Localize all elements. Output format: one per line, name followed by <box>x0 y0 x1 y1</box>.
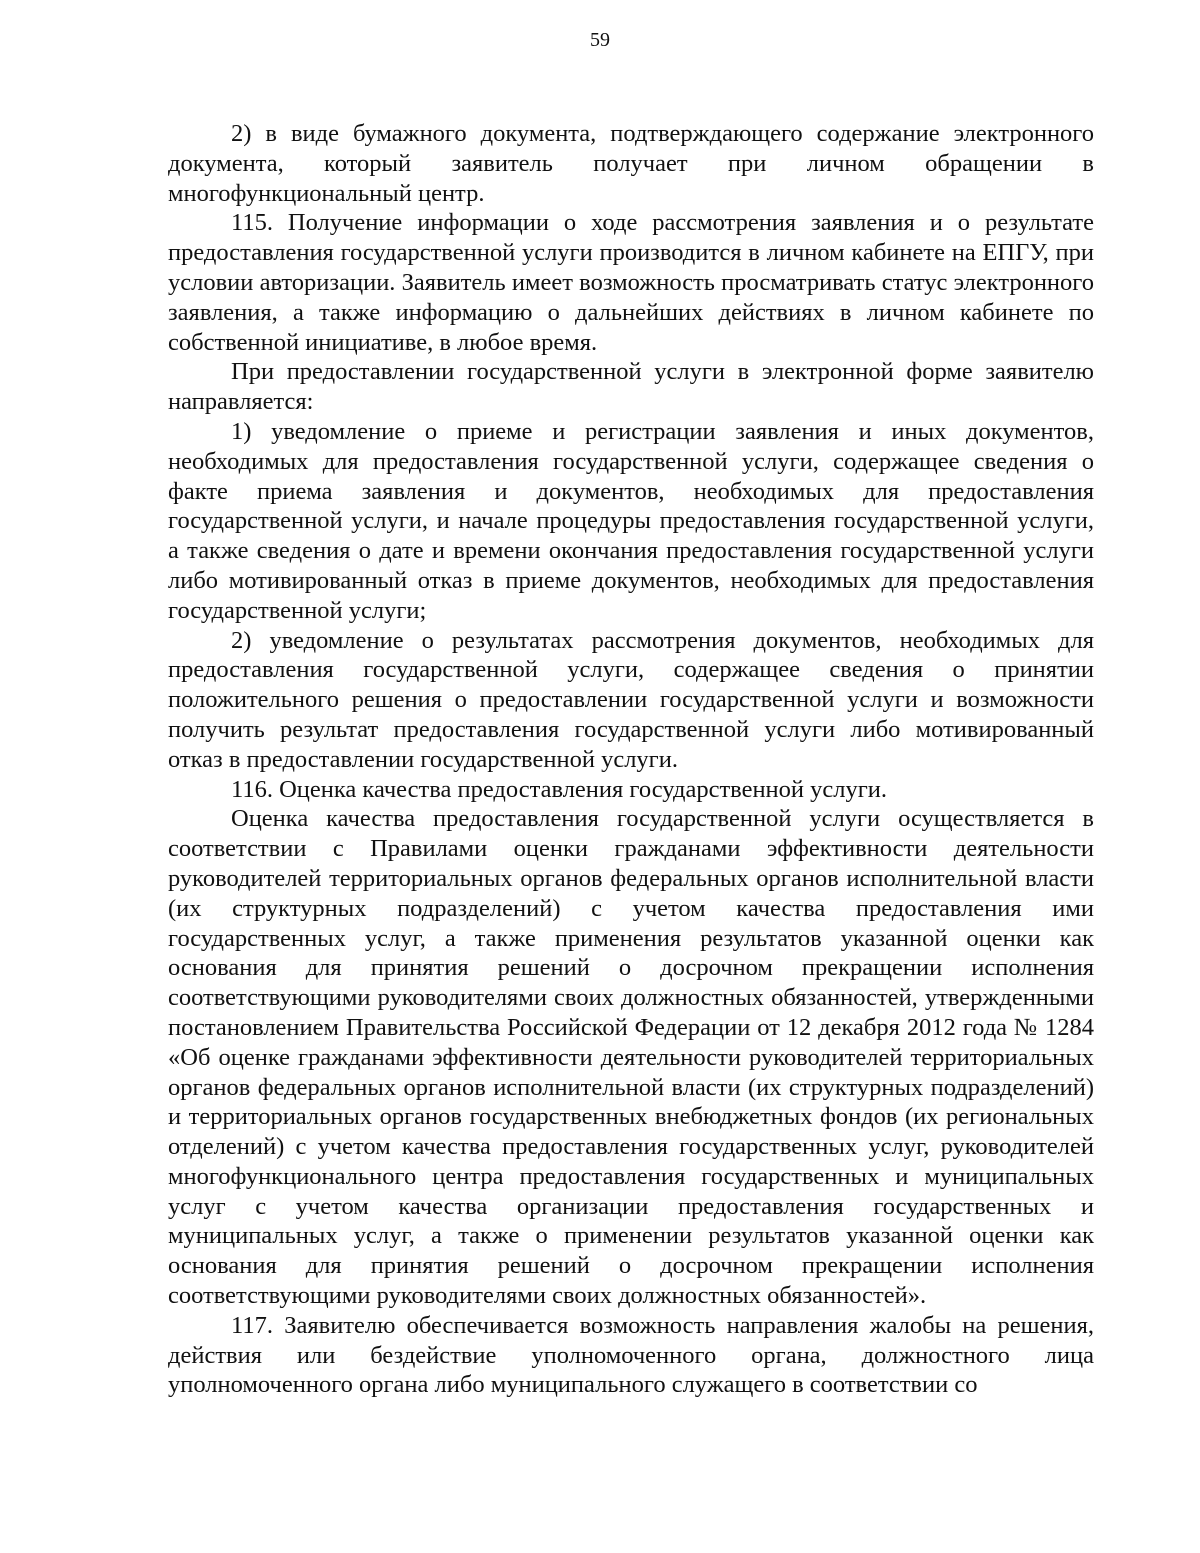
paragraph-quality-assessment: Оценка качества предоставления государственной услуги осуществляется в соответствии с Правилами оценки гражданами эффективности деятельности руководителей территориальных органов федеральных органов исполнительной власти (их структурных подразделений) с учетом качества предоставления ими государственных услуг, а также применения результатов указанной оценки как основания для принятия решений о досрочном прекращении исполнения соответствующими руководителями своих должностных обязанностей, утвержденными постановлением Правительства Российской Федерации от 12 декабря 2012 года № 1284 «Об оценке гражданами эффективности деятельности руководителей территориальных органов федеральных органов исполнительной власти (их структурных подразделений) и территориальных органов государственных внебюджетных фондов (их региональных отделений) с учетом качества предоставления государственных услуг, руководителей многофункционального центра предоставления государственных и муниципальных услуг с учетом качества организации предоставления государственных и муниципальных услуг, а также о применении результатов указанной оценки как основания для принятия решений о досрочном прекращении исполнения соответствующими руководителями своих должностных обязанностей». <box>168 805 1094 1310</box>
paragraph-notification-2: 2) уведомление о результатах рассмотрения документов, необходимых для предоставления государственной услуги, содержащее сведения о принятии положительного решения о предоставлении государственной услуги и возможности получить результат предоставления государственной услуги либо мотивированный отказ в предоставлении государственной услуги. <box>168 626 1094 773</box>
document-body <box>168 119 1094 1400</box>
paragraph-116: 116. Оценка качества предоставления государственной услуги. <box>231 775 888 803</box>
paragraph-117: 117. Заявителю обеспечивается возможность направления жалобы на решения, действия или бездействие уполномоченного органа, должностного лица уполномоченного органа либо муниципального служащего в соответствии со <box>168 1311 1094 1399</box>
paragraph-notification-1: 1) уведомление о приеме и регистрации заявления и иных документов, необходимых для предоставления государственной услуги, содержащее сведения о факте приема заявления и документов, необходимых для предоставления государственной услуги, и начале процедуры предоставления государственной услуги, а также сведения о дате и времени окончания предоставления государственной услуги либо мотивированный отказ в приеме документов, необходимых для предоставления государственной услуги; <box>168 417 1094 624</box>
paragraph-115: 115. Получение информации о ходе рассмотрения заявления и о результате предоставления государственной услуги производится в личном кабинете на ЕПГУ, при условии авторизации. Заявитель имеет возможность просматривать статус электронного заявления, а также информацию о дальнейших действиях в личном кабинете по собственной инициативе, в любое время. <box>168 209 1094 356</box>
paragraph-item-2-paper: 2) в виде бумажного документа, подтверждающего содержание электронного документа, который заявитель получает при личном обращении в многофункциональный центр. <box>168 120 1094 207</box>
paragraph-electronic-form: При предоставлении государственной услуги в электронной форме заявителю направляется: <box>168 358 1094 416</box>
page-number: 59 <box>590 29 610 51</box>
